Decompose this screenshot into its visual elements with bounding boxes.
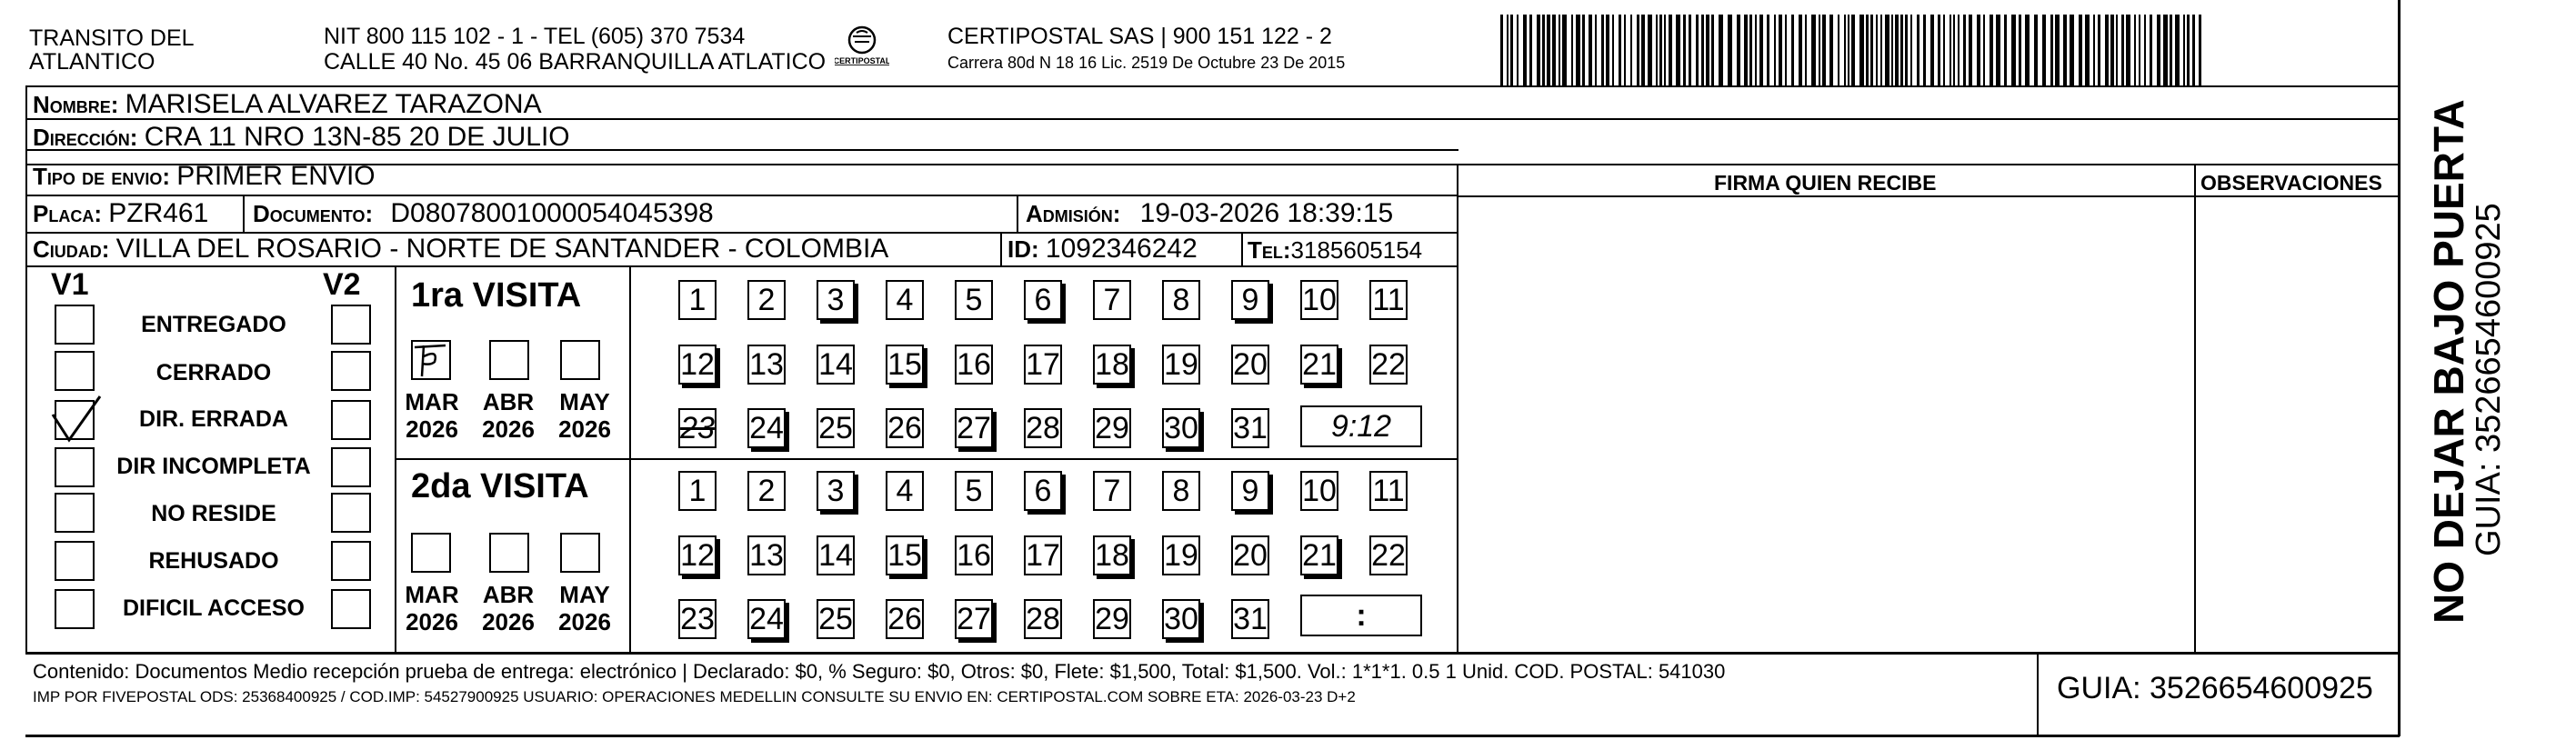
visit1-title: 1ra VISITA — [411, 276, 582, 315]
v1-checkbox-dir-incompleta[interactable] — [55, 447, 95, 487]
barcode-bar — [2070, 15, 2074, 85]
placa-value: PZR461 — [108, 198, 209, 228]
visit2-month-abr: ABR — [482, 581, 535, 608]
documento-value: D0807800100005404539​8 — [390, 198, 714, 228]
barcode-bar — [1517, 15, 1519, 85]
barcode-bar — [1701, 15, 1704, 85]
barcode-bar — [1689, 15, 1691, 85]
v2-checkbox-entregado[interactable] — [331, 305, 371, 345]
visit2-day-31[interactable]: 31 — [1231, 599, 1269, 639]
visit1-day-16[interactable]: 16 — [955, 345, 993, 385]
admision-label: Admisión: — [1026, 200, 1121, 227]
v2-checkbox-rehusado[interactable] — [331, 541, 371, 581]
visit1-day-13[interactable]: 13 — [747, 345, 786, 385]
placa-label: Placa: — [33, 200, 102, 227]
barcode-bar — [1737, 15, 1740, 85]
visit1-day-9[interactable]: 9 — [1231, 280, 1269, 320]
barcode-bar — [1510, 15, 1513, 85]
visit2-day-22[interactable]: 22 — [1369, 535, 1408, 575]
barcode-bar — [1859, 15, 1864, 85]
barcode-bar — [2004, 15, 2007, 85]
visit1-month-box-mar[interactable] — [411, 340, 451, 380]
visit2-day-16[interactable]: 16 — [955, 535, 993, 575]
barcode-bar — [1749, 15, 1752, 85]
barcode-bar — [2150, 15, 2152, 85]
v1-checkbox-entregado[interactable] — [55, 305, 95, 345]
barcode-bar — [1900, 15, 1903, 85]
barcode-bar — [1683, 15, 1686, 85]
visit1-month-may: MAY — [559, 388, 610, 415]
visit1-month-mar: MAR — [405, 388, 459, 415]
status-label-dir-incompleta: DIR INCOMPLETA — [116, 454, 311, 479]
visit1-month-box-abr[interactable] — [489, 340, 529, 380]
barcode-bar — [2183, 15, 2185, 85]
barcode-bar — [1969, 15, 1972, 85]
visit2-year-may: 2026 — [558, 607, 611, 635]
visit1-day-5[interactable]: 5 — [955, 280, 993, 320]
form-frame — [25, 85, 2400, 654]
tel-label: Tel: — [1248, 236, 1291, 264]
visit2-day-10[interactable]: 10 — [1300, 471, 1338, 511]
documento-label: Documento: — [253, 200, 374, 227]
barcode-bar — [1923, 15, 1926, 85]
v1-checkbox-no-reside[interactable] — [55, 493, 95, 533]
barcode-bar — [1755, 15, 1757, 85]
status-label-rehusado: REHUSADO — [148, 548, 279, 574]
direccion-value: CRA 11 NRO 13N-85 20 DE JULIO — [144, 122, 570, 152]
barcode-bar — [1744, 15, 1748, 85]
v2-checkbox-cerrado[interactable] — [331, 351, 371, 391]
sender-name-line1: TRANSITO DEL — [29, 25, 195, 51]
visit1-day-19[interactable]: 19 — [1162, 345, 1200, 385]
v2-checkbox-dir-incompleta[interactable] — [331, 447, 371, 487]
barcode-bar — [1606, 15, 1609, 85]
barcode-bar — [1844, 15, 1846, 85]
barcode-bar — [1728, 15, 1732, 85]
visit2-month-box-may[interactable] — [560, 533, 600, 573]
barcode-bar — [2116, 15, 2118, 85]
v1-checkbox-cerrado[interactable] — [55, 351, 95, 391]
check-mark-icon — [51, 395, 91, 435]
barcode — [1500, 15, 2205, 85]
v2-checkbox-dificil-acceso[interactable] — [331, 589, 371, 629]
barcode-bar — [1819, 15, 1820, 85]
visit2-day-20[interactable]: 20 — [1231, 535, 1269, 575]
visit2-day-3[interactable]: 3 — [817, 471, 855, 511]
visit2-day-2[interactable]: 2 — [747, 471, 786, 511]
ciudad-label: Ciudad: — [33, 235, 110, 263]
barcode-bar — [2175, 15, 2180, 85]
barcode-bar — [2098, 15, 2100, 85]
barcode-bar — [1669, 15, 1672, 85]
visit2-day-18[interactable]: 18 — [1093, 535, 1131, 575]
visit1-day-28[interactable]: 28 — [1024, 408, 1062, 448]
visit1-day-17[interactable]: 17 — [1024, 345, 1062, 385]
visit1-day-3[interactable]: 3 — [817, 280, 855, 320]
visit2-year-abr: 2026 — [482, 607, 535, 635]
visit2-day-23[interactable]: 23 — [678, 599, 717, 639]
visit2-day-7[interactable]: 7 — [1093, 471, 1131, 511]
visit2-day-14[interactable]: 14 — [817, 535, 855, 575]
barcode-bar — [1659, 15, 1662, 85]
visit2-day-12[interactable]: 12 — [678, 535, 717, 575]
barcode-bar — [1953, 15, 1955, 85]
visit2-time-box[interactable]: : — [1300, 595, 1422, 636]
barcode-bar — [1612, 15, 1614, 85]
visit1-day-23[interactable]: 23 — [678, 408, 717, 448]
barcode-bar — [1571, 15, 1573, 85]
visit2-day-28[interactable]: 28 — [1024, 599, 1062, 639]
barcode-bar — [1977, 15, 1980, 85]
barcode-bar — [1664, 15, 1666, 85]
visit2-year-mar: 2026 — [406, 607, 458, 635]
barcode-bar — [1542, 15, 1545, 85]
visit1-day-26[interactable]: 26 — [886, 408, 924, 448]
barcode-bar — [1917, 15, 1919, 85]
barcode-bar — [1576, 15, 1580, 85]
visit2-month-box-abr[interactable] — [489, 533, 529, 573]
visit1-month-abr: ABR — [482, 388, 535, 415]
barcode-bar — [1805, 15, 1807, 85]
barcode-bar — [1552, 15, 1556, 85]
barcode-bar — [1785, 15, 1787, 85]
barcode-bar — [1719, 15, 1723, 85]
barcode-bar — [1958, 15, 1960, 85]
nombre-value: MARISELA ALVAREZ TARAZONA — [125, 89, 542, 119]
visit1-year-mar: 2026 — [406, 415, 458, 443]
barcode-bar — [2121, 15, 2124, 85]
tipo-value: PRIMER ENVIO — [176, 161, 376, 191]
v2-checkbox-dir-errada[interactable] — [331, 400, 371, 440]
barcode-bar — [2063, 15, 2067, 85]
barcode-bar — [1641, 15, 1645, 85]
visit1-day-11[interactable]: 11 — [1369, 280, 1408, 320]
visit2-day-1[interactable]: 1 — [678, 471, 717, 511]
barcode-bar — [1910, 15, 1912, 85]
barcode-bar — [2105, 15, 2109, 85]
v2-checkbox-no-reside[interactable] — [331, 493, 371, 533]
barcode-bar — [2050, 15, 2053, 85]
handwritten-mark-icon — [411, 340, 451, 380]
barcode-bar — [1848, 15, 1849, 85]
visit1-day-15[interactable]: 15 — [886, 345, 924, 385]
barcode-bar — [1943, 15, 1945, 85]
visit1-day-25[interactable]: 25 — [817, 408, 855, 448]
barcode-bar — [1619, 15, 1621, 85]
barcode-bar — [1537, 15, 1540, 85]
barcode-bar — [1938, 15, 1940, 85]
barcode-bar — [1562, 15, 1567, 85]
barcode-bar — [1876, 15, 1878, 85]
visit2-day-26[interactable]: 26 — [886, 599, 924, 639]
visit2-day-25[interactable]: 25 — [817, 599, 855, 639]
barcode-bar — [1676, 15, 1680, 85]
barcode-bar — [1950, 15, 1951, 85]
visit2-title: 2da VISITA — [411, 467, 589, 505]
visit1-day-14[interactable]: 14 — [817, 345, 855, 385]
barcode-bar — [1990, 15, 1993, 85]
visit1-day-2[interactable]: 2 — [747, 280, 786, 320]
barcode-bar — [2157, 15, 2160, 85]
barcode-bar — [2199, 15, 2201, 85]
barcode-bar — [1799, 15, 1802, 85]
visit1-year-may: 2026 — [558, 415, 611, 443]
firma-label: FIRMA QUIEN RECIBE — [1714, 171, 1937, 195]
barcode-bar — [1895, 15, 1899, 85]
visit1-year-abr: 2026 — [482, 415, 535, 443]
visit2-month-box-mar[interactable] — [411, 533, 451, 573]
direccion-label: Dirección: — [33, 124, 138, 151]
barcode-bar — [1767, 15, 1769, 85]
v1-checkbox-rehusado[interactable] — [55, 541, 95, 581]
barcode-bar — [1706, 15, 1709, 85]
v1-checkbox-dir-errada[interactable] — [55, 400, 95, 440]
barcode-bar — [1870, 15, 1873, 85]
barcode-bar — [1529, 15, 1532, 85]
visit2-month-may: MAY — [559, 581, 610, 608]
barcode-bar — [1547, 15, 1550, 85]
barcode-bar — [1930, 15, 1934, 85]
visit1-month-box-may[interactable] — [560, 340, 600, 380]
visit1-day-4[interactable]: 4 — [886, 280, 924, 320]
status-label-dir-errada: DIR. ERRADA — [139, 406, 288, 432]
visit1-day-30[interactable]: 30 — [1162, 408, 1200, 448]
barcode-bar — [1905, 15, 1908, 85]
barcode-bar — [1624, 15, 1626, 85]
barcode-bar — [2034, 15, 2038, 85]
barcode-bar — [2134, 15, 2136, 85]
visit1-day-31[interactable]: 31 — [1231, 408, 1269, 448]
visit2-day-17[interactable]: 17 — [1024, 535, 1062, 575]
observaciones-label: OBSERVACIONES — [2200, 171, 2382, 195]
visit1-day-1[interactable]: 1 — [678, 280, 717, 320]
barcode-bar — [1601, 15, 1604, 85]
barcode-bar — [1866, 15, 1869, 85]
certipostal-logo — [835, 24, 889, 71]
barcode-bar — [1774, 15, 1776, 85]
side-guia: GUIA: 3526654600925 — [2470, 203, 2508, 556]
ciudad-value: VILLA DEL ROSARIO - NORTE DE SANTANDER - COLOMBIA — [115, 234, 889, 264]
visit1-day-24[interactable]: 24 — [747, 408, 786, 448]
id-value: 1092346242 — [1045, 234, 1198, 264]
barcode-bar — [1630, 15, 1632, 85]
barcode-bar — [1822, 15, 1826, 85]
visit2-day-24[interactable]: 24 — [747, 599, 786, 639]
barcode-bar — [1779, 15, 1782, 85]
admision-value: 19-03-2026 18:39:15 — [1139, 198, 1394, 228]
visit2-day-15[interactable]: 15 — [886, 535, 924, 575]
visit1-day-12[interactable]: 12 — [678, 345, 717, 385]
barcode-bar — [2187, 15, 2190, 85]
barcode-bar — [2019, 15, 2021, 85]
footer-guia: GUIA: 3526654600925 — [2057, 671, 2373, 705]
v2-header: V2 — [323, 267, 361, 302]
visit1-day-21[interactable]: 21 — [1300, 345, 1338, 385]
barcode-bar — [1589, 15, 1592, 85]
barcode-bar — [1582, 15, 1585, 85]
barcode-bar — [2011, 15, 2016, 85]
barcode-bar — [1500, 15, 1503, 85]
barcode-bar — [1791, 15, 1794, 85]
barcode-bar — [1996, 15, 2000, 85]
barcode-bar — [1559, 15, 1560, 85]
barcode-bar — [1891, 15, 1893, 85]
visit1-day-20[interactable]: 20 — [1231, 345, 1269, 385]
barcode-bar — [2093, 15, 2095, 85]
barcode-bar — [2144, 15, 2146, 85]
footer-contenido: Contenido: Documentos Medio recepción prueba de entrega: electrónico | Declarado: $0, % Seguro: $0, Otros: $0, Flete: $1,500, Total: $1,500. Vol.: 1*1*1. 0.5 1 Unid. COD. POSTAL: 541030 — [33, 660, 1726, 683]
no-dejar-bajo-puerta: NO DEJAR BAJO PUERTA — [2425, 99, 2472, 624]
barcode-bar — [1963, 15, 1966, 85]
barcode-bar — [2110, 15, 2114, 85]
visit2-day-19[interactable]: 19 — [1162, 535, 1200, 575]
visit2-day-13[interactable]: 13 — [747, 535, 786, 575]
v1-checkbox-dificil-acceso[interactable] — [55, 589, 95, 629]
company-line: CERTIPOSTAL SAS | 900 151 122 - 2 — [947, 24, 1332, 49]
visit1-day-8[interactable]: 8 — [1162, 280, 1200, 320]
id-label: ID: — [1007, 235, 1039, 263]
barcode-bar — [2055, 15, 2060, 85]
barcode-bar — [1637, 15, 1639, 85]
visit1-day-18[interactable]: 18 — [1093, 345, 1131, 385]
visit1-day-10[interactable]: 10 — [1300, 280, 1338, 320]
visit2-day-27[interactable]: 27 — [955, 599, 993, 639]
visit2-month-mar: MAR — [405, 581, 459, 608]
visit2-day-21[interactable]: 21 — [1300, 535, 1338, 575]
barcode-bar — [2170, 15, 2172, 85]
visit2-day-9[interactable]: 9 — [1231, 471, 1269, 511]
visit1-day-27[interactable]: 27 — [955, 408, 993, 448]
sender-name-line2: ATLANTICO — [29, 49, 155, 75]
footer-imp: IMP POR FIVEPOSTAL ODS: 25368400925 / COD.IMP: 54527900925 USUARIO: OPERACIONES MEDELLIN CONSULTE SU ENVIO EN: CERTIPOSTAL.COM SOBRE ETA: 2026-03-23 D+2 — [33, 688, 1356, 705]
barcode-bar — [1880, 15, 1882, 85]
visit2-day-30[interactable]: 30 — [1162, 599, 1200, 639]
barcode-bar — [1983, 15, 1985, 85]
barcode-bar — [1696, 15, 1699, 85]
barcode-bar — [2079, 15, 2082, 85]
visit2-day-5[interactable]: 5 — [955, 471, 993, 511]
visit1-day-22[interactable]: 22 — [1369, 345, 1408, 385]
tipo-label: Tipo de envio: — [33, 163, 171, 190]
status-label-no-reside: NO RESIDE — [151, 501, 276, 526]
barcode-bar — [1648, 15, 1652, 85]
barcode-bar — [2085, 15, 2090, 85]
barcode-bar — [1829, 15, 1833, 85]
barcode-bar — [1656, 15, 1658, 85]
status-label-entregado: ENTREGADO — [141, 312, 286, 337]
barcode-bar — [2126, 15, 2130, 85]
barcode-bar — [1811, 15, 1816, 85]
status-label-cerrado: CERRADO — [155, 360, 272, 385]
sender-nit: NIT 800 115 102 - 1 - TEL (605) 370 7534 — [324, 24, 746, 49]
barcode-bar — [1595, 15, 1597, 85]
barcode-bar — [2139, 15, 2140, 85]
barcode-bar — [2042, 15, 2046, 85]
visit1-day-29[interactable]: 29 — [1093, 408, 1131, 448]
barcode-bar — [1885, 15, 1889, 85]
nombre-label: Nombre: — [33, 91, 119, 118]
tel-value: 3185605154 — [1290, 236, 1423, 264]
barcode-bar — [2163, 15, 2168, 85]
barcode-bar — [1851, 15, 1855, 85]
visit2-day-8[interactable]: 8 — [1162, 471, 1200, 511]
visit1-time-box[interactable]: 9:12 — [1300, 405, 1422, 447]
visit1-day-7[interactable]: 7 — [1093, 280, 1131, 320]
visit2-day-4[interactable]: 4 — [886, 471, 924, 511]
barcode-bar — [1523, 15, 1527, 85]
visit2-day-29[interactable]: 29 — [1093, 599, 1131, 639]
logo-text: CERTIPOSTAL — [835, 56, 889, 65]
visit2-day-6[interactable]: 6 — [1024, 471, 1062, 511]
barcode-bar — [1759, 15, 1763, 85]
visit2-day-11[interactable]: 11 — [1369, 471, 1408, 511]
barcode-bar — [2192, 15, 2195, 85]
status-label-dificil-acceso: DIFICIL ACCESO — [122, 595, 305, 621]
barcode-bar — [1711, 15, 1714, 85]
v1-header: V1 — [51, 267, 89, 302]
barcode-bar — [1838, 15, 1839, 85]
sender-address: CALLE 40 No. 45 06 BARRANQUILLA ATLATICO — [324, 49, 827, 75]
barcode-bar — [1507, 15, 1509, 85]
license-line: Carrera 80d N 18 16 Lic. 2519 De Octubre 23 De 2015 — [947, 54, 1346, 72]
visit1-day-6[interactable]: 6 — [1024, 280, 1062, 320]
barcode-bar — [2025, 15, 2030, 85]
